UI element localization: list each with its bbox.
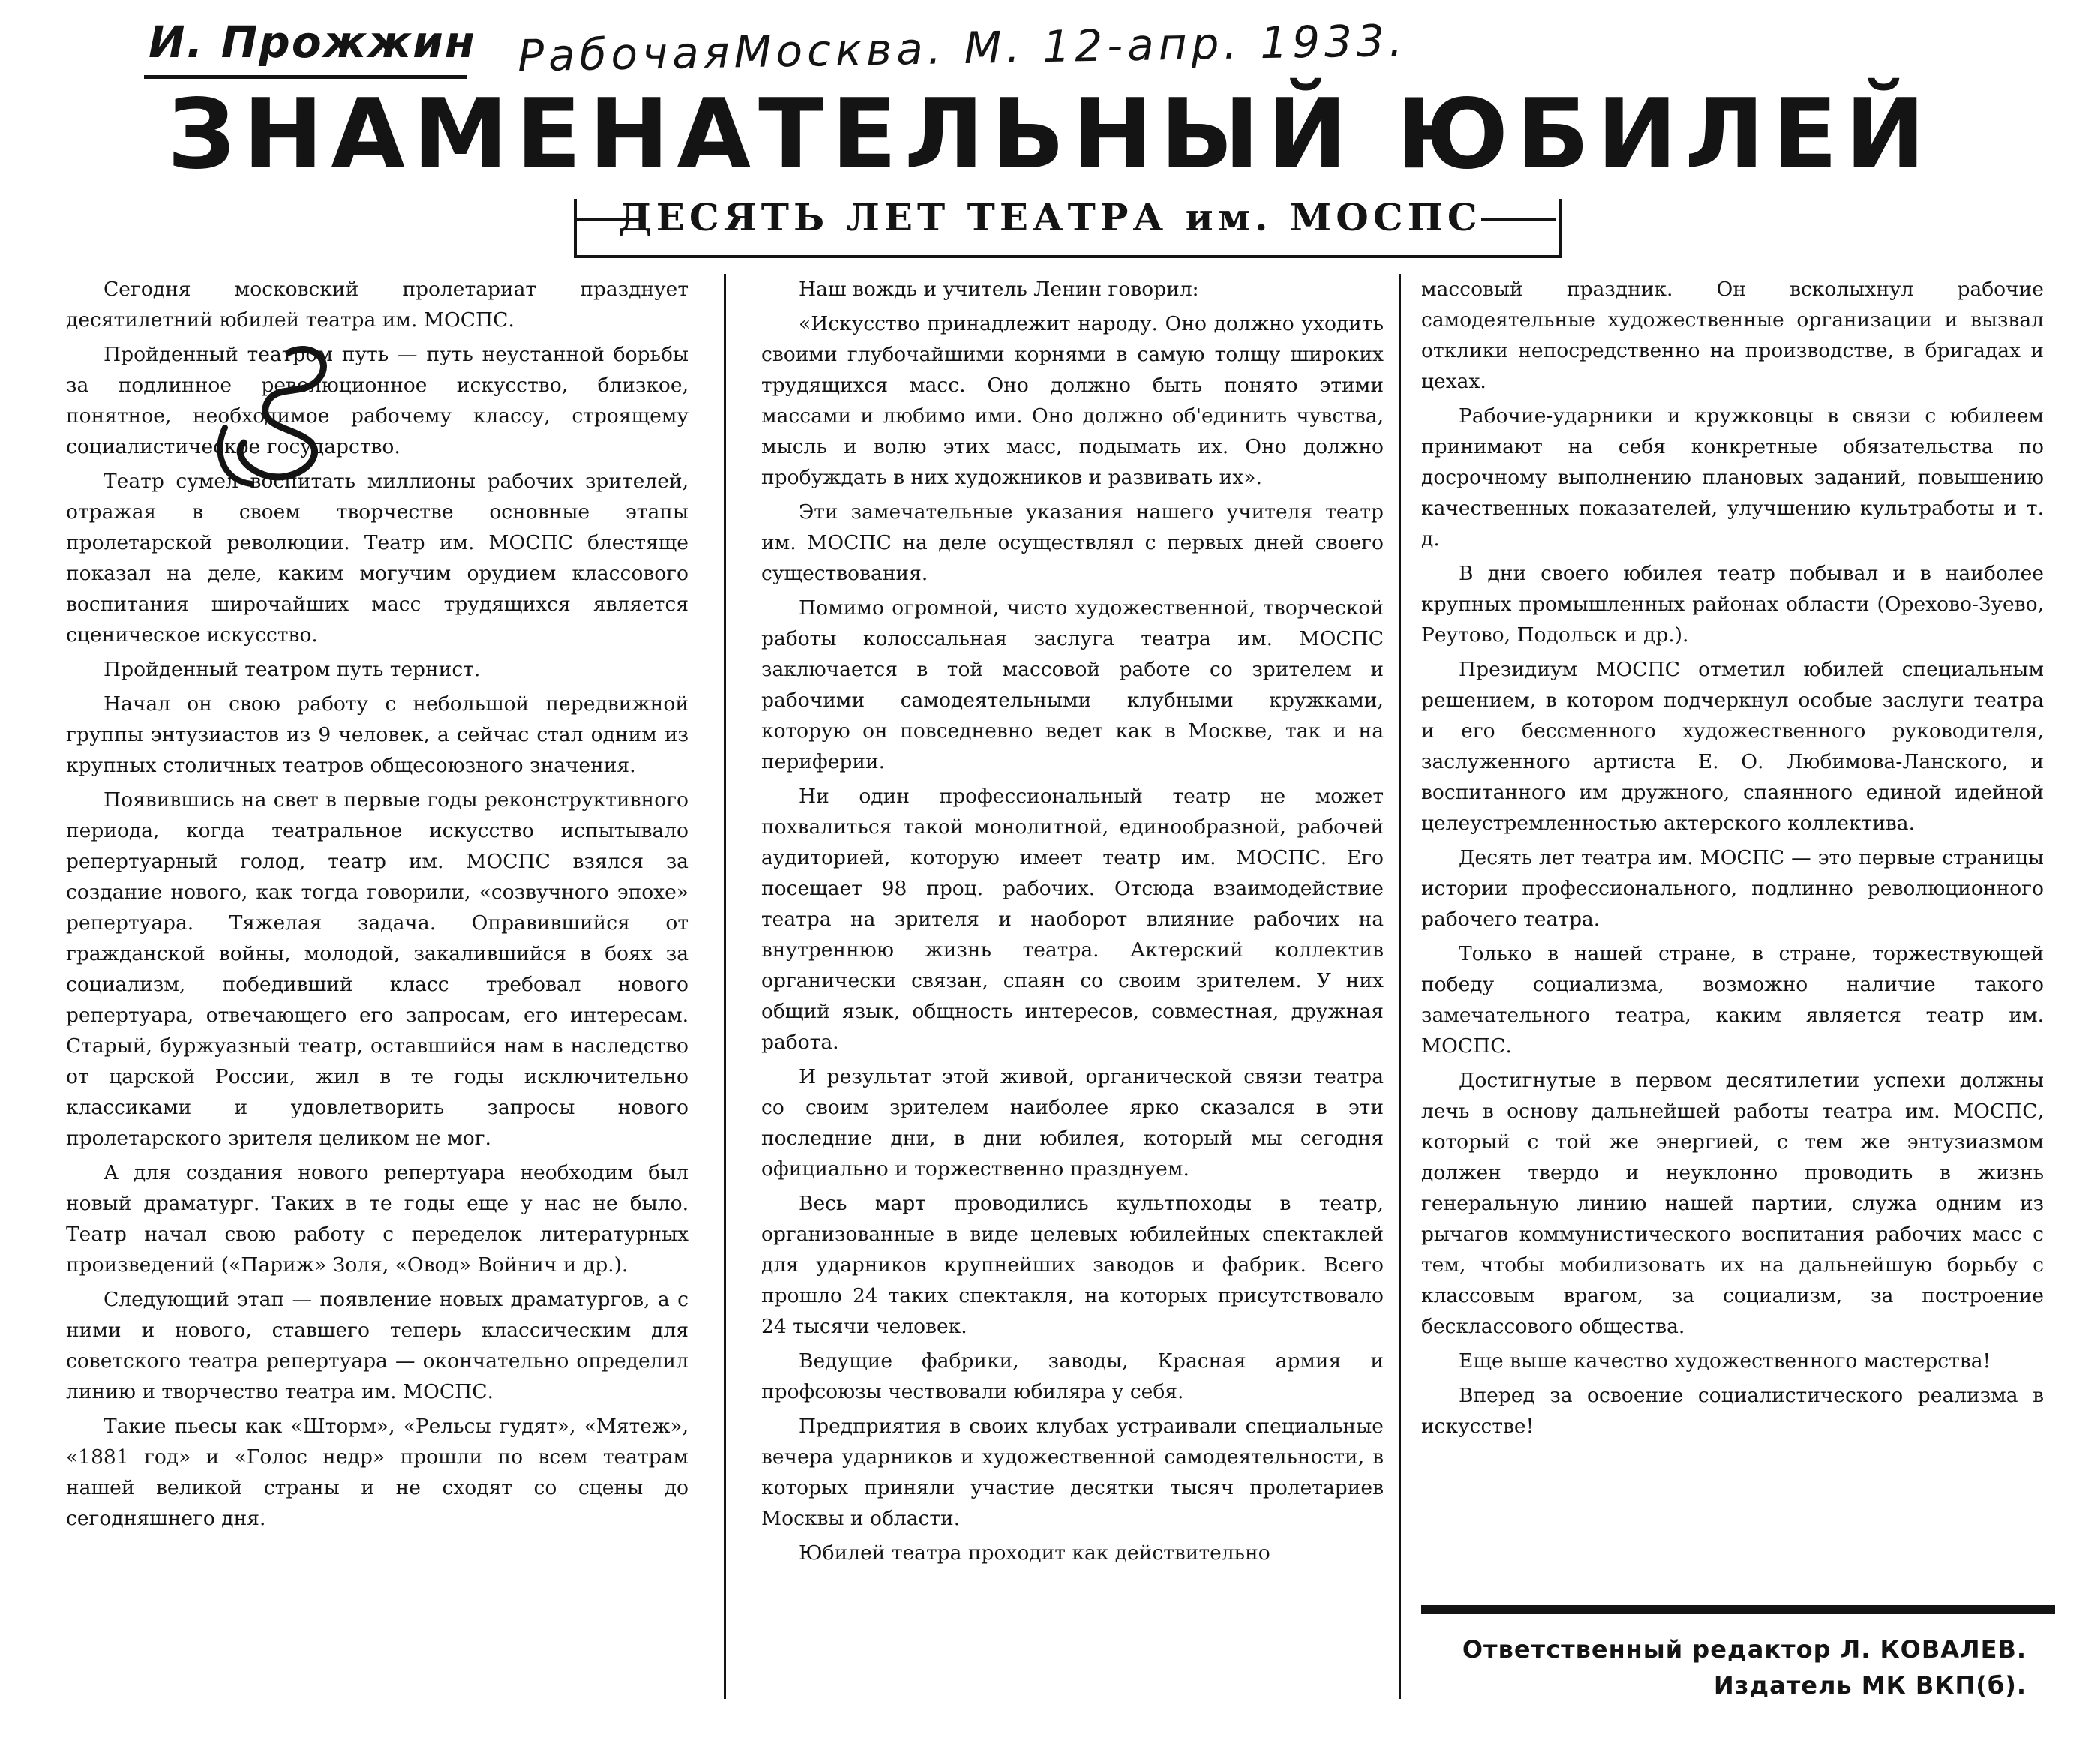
author-byline: И. Прожжин bbox=[148, 17, 476, 68]
paragraph: Только в нашей стране, в стране, торжествующей победу социализма, возможно наличие такого замечательного театра, каким является театр им. МОСПС. bbox=[1421, 942, 2044, 1058]
paragraph: Президиум МОСПС отметил юбилей специальным решением, в котором подчеркнул особые заслуги театра и его бессменного художественного руководителя, заслуженного артиста Е. О. Любимова-Ланского, и воспитанного им дружного, спаянного единой идейной целеустремленностью актерского коллектива. bbox=[1421, 658, 2044, 835]
paragraph: И результат этой живой, органической связи театра со своим зрителем наиболее ярко сказался в эти последние дни, в дни юбилея, который мы сегодня официально и торжественно празднуем. bbox=[761, 1065, 1384, 1181]
article-column-3 bbox=[1421, 274, 2044, 1699]
editor-credit: Ответственный редактор Л. КОВАЛЕВ. bbox=[1462, 1635, 2026, 1664]
paragraph: Такие пьесы как «Шторм», «Рельсы гудят», «Мятеж», «1881 год» и «Голос недр» прошли по всем театрам нашей великой страны и не сходят со сцены до сегодняшнего дня. bbox=[66, 1415, 688, 1530]
paragraph: Достигнутые в первом десятилетии успехи должны лечь в основу дальнейшей работы театра им. МОСПС, который с той же энергией, с тем же энтузиазмом должен твердо и неуклонно проводить в жизнь генеральную линию нашей партии, служа одним из рычагов коммунистического воспитания рабочих масс с тем, чтобы мобилизовать их на дальнейшую борьбу с классовым врагом, за социализм, за построение бесклассового общества. bbox=[1421, 1069, 2044, 1338]
paragraph: «Искусство принадлежит народу. Оно должно уходить своими глубочайшими корнями в самую толщу широких трудящихся масс. Оно должно быть понято этими массами и любимо ими. Оно должно об'единить чувства, мысль и волю этих масс, подымать их. Оно должно пробуждать в них художников и развивать их». bbox=[761, 312, 1384, 489]
paragraph: Юбилей театра проходит как действительно bbox=[799, 1541, 1270, 1565]
paragraph: Пройденный театром путь — путь неустанной борьбы за подлинное революционное искусство, близкое, понятное, необходимое рабочему классу, строящему социалистическое государство. bbox=[66, 343, 688, 458]
footer-rule bbox=[1421, 1605, 2055, 1614]
paragraph: Рабочие-ударники и кружковцы в связи с юбилеем принимают на себя конкретные обязательства по досрочному выполнению плановых заданий, повышению качественных показателей, улучшению культработы и т. д. bbox=[1421, 404, 2044, 551]
paragraph: Ни один профессиональный театр не может похвалиться такой монолитной, единообразной, рабочей аудиторией, которую имеет театр им. МОСПС. Его посещает 98 проц. рабочих. Отсюда взаимодействие театра на зрителя и наоборот влияние рабочих на внутреннюю жизнь театра. Актерский коллектив органически связан, спаян со своим зрителем. У них общий язык, общность интересов, совместная, дружная работа. bbox=[761, 785, 1384, 1054]
headline: ЗНАМЕНАТЕЛЬНЫЙ ЮБИЛЕЙ bbox=[167, 79, 1933, 191]
paragraph: Еще выше качество художественного мастерства! bbox=[1459, 1349, 1991, 1373]
paragraph: Предприятия в своих клубах устраивали специальные вечера ударников и художественной самодеятельности, в которых приняли участие десятки тысяч пролетариев Москвы и области. bbox=[761, 1415, 1384, 1530]
paragraph: Сегодня московский пролетариат празднует десятилетний юбилей театра им. МОСПС. bbox=[66, 278, 688, 332]
article-column-2 bbox=[761, 274, 1384, 1699]
paragraph: А для создания нового репертуара необходим был новый драматург. Таких в те годы еще у нас не было. Театр начал свою работу с переделок литературных произведений («Париж» Золя, «Овод» Войнич и др.). bbox=[66, 1161, 688, 1277]
paragraph: Весь март проводились культпоходы в театр, организованные в виде целевых юбилейных спектаклей для ударников крупнейших заводов и фабрик. Всего прошло 24 таких спектакля, на которых присутствовало 24 тысячи человек. bbox=[761, 1192, 1384, 1338]
paragraph: Десять лет театра им. МОСПС — это первые страницы истории профессионального, подлинно революционного рабочего театра. bbox=[1421, 846, 2044, 931]
column-divider-2 bbox=[1399, 274, 1401, 1699]
paragraph: Эти замечательные указания нашего учителя театр им. МОСПС на деле осуществлял с первых дней своего существования. bbox=[761, 500, 1384, 585]
publisher-credit: Издатель МК ВКП(б). bbox=[1713, 1671, 2026, 1700]
paragraph: Пройденный театром путь тернист. bbox=[104, 658, 481, 681]
paragraph: Наш вождь и учитель Ленин говорил: bbox=[799, 278, 1199, 301]
paragraph: Появившись на свет в первые годы реконструктивного периода, когда театральное искусство испытывало репертуарный голод, театр им. МОСПС взялся за создание нового, как тогда говорили, «созвучного эпохе» репертуара. Тяжелая задача. Оправившийся от гражданской войны, молодой, закалившийся в боях за социализм, победивший класс требовал нового репертуара, отвечающего его запросам, его интересам. Старый, буржуазный театр, оставшийся нам в наследство от царской России, жил в те годы исключительно классиками и удовлетворить запросы нового пролетарского зрителя целиком не мог. bbox=[66, 788, 688, 1150]
paragraph: Начал он свою работу с небольшой передвижной группы энтузиастов из 9 человек, а сейчас стал одним из крупных столичных театров общесоюзного значения. bbox=[66, 692, 688, 777]
column-divider-1 bbox=[724, 274, 726, 1699]
article-column-1 bbox=[66, 274, 688, 1699]
paragraph: В дни своего юбилея театр побывал и в наиболее крупных промышленных районах области (Орехово-Зуево, Реутово, Подольск и др.). bbox=[1421, 562, 2044, 647]
paragraph: Театр сумел воспитать миллионы рабочих зрителей, отражая в своем творчестве основные этапы пролетарской революции. Театр им. МОСПС блестяще показал на деле, каким могучим орудием классового воспитания широчайших масс трудящихся является сценическое искусство. bbox=[66, 470, 688, 647]
paragraph: Вперед за освоение социалистического реализма в искусстве! bbox=[1421, 1384, 2044, 1438]
paragraph: Помимо огромной, чисто художественной, творческой работы колоссальная заслуга театра им. МОСПС заключается в той массовой работе со зрителем и рабочими самодеятельными клубными кружками, которую он повседневно ведет как в Москве, так и на периферии. bbox=[761, 596, 1384, 773]
paragraph: массовый праздник. Он всколыхнул рабочие самодеятельные художественные организации и вызвал отклики непосредственно на производстве, в бригадах и цехах. bbox=[1421, 278, 2044, 393]
paragraph: Ведущие фабрики, заводы, Красная армия и профсоюзы чествовали юбиляра у себя. bbox=[761, 1349, 1384, 1403]
subtitle: ДЕСЯТЬ ЛЕТ ТЕАТРА им. МОСПС bbox=[618, 195, 1482, 239]
handwritten-source-note: РабочаяМосква. М. 12-апр. 1933. bbox=[517, 14, 1408, 82]
paragraph: Следующий этап — появление новых драматургов, а с ними и нового, ставшего теперь классическим для советского театра репертуара — окончательно определил линию и творчество театра им. МОСПС. bbox=[66, 1288, 688, 1403]
